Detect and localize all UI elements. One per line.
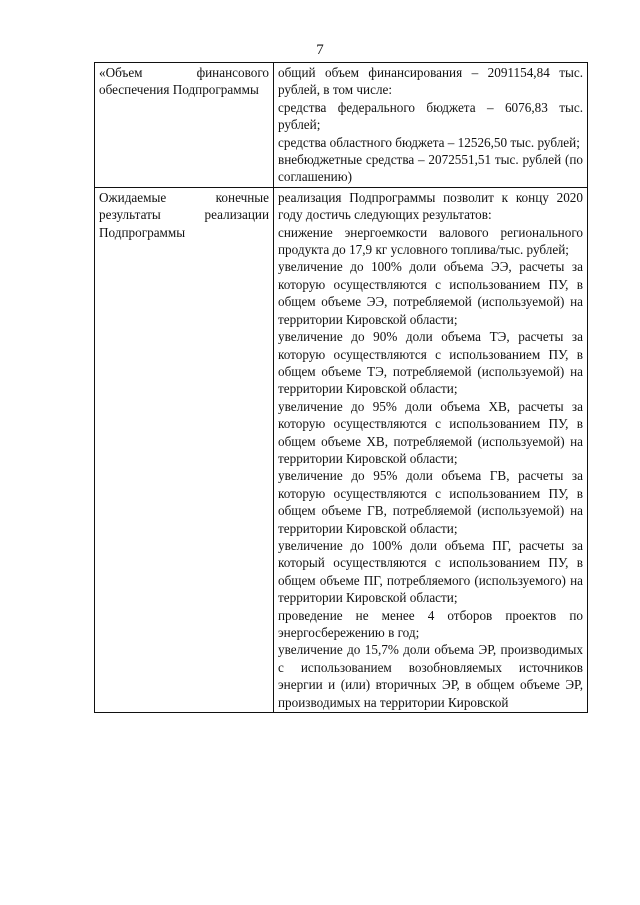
paragraph: увеличение до 15,7% доли объема ЭР, производимых с использованием возобновляемых источников энергии и (или) вторичных ЭР, в общем объеме ЭР, производимых на территории Кировской — [278, 642, 583, 710]
label-expected-results: Ожидаемые конечные результаты реализации Подпрограммы — [99, 189, 269, 240]
paragraph: снижение энергоемкости валового регионального продукта до 17,9 кг условного топлива/тыс. рублей; — [278, 224, 583, 258]
page-number: 7 — [316, 42, 324, 58]
paragraph: увеличение до 100% доли объема ПГ, расчеты за который осуществляются с использованием ПУ, в общем объеме ПГ, потребляемого (используемого) на территории Кировской области; — [278, 537, 583, 606]
paragraph: внебюджетные средства – 2072551,51 тыс. рублей (по соглашению) — [278, 152, 583, 185]
paragraph: общий объем финансирования – 2091154,84 тыс. рублей, в том числе: — [278, 65, 583, 98]
paragraph: увеличение до 100% доли объема ЭЭ, расчеты за которую осуществляются с использованием ПУ, в общем объеме ЭЭ, потребляемой (используемой) на территории Кировской области; — [278, 259, 583, 327]
row-label — [95, 63, 274, 188]
row-content — [274, 187, 588, 712]
paragraph: увеличение до 95% доли объема ХВ, расчеты за которую осуществляются с использованием ПУ, в общем объеме ХВ, потребляемой (используемой) на территории Кировской области; — [278, 398, 583, 466]
table-row-expected-results — [95, 187, 588, 712]
paragraph: увеличение до 95% доли объема ГВ, расчеты за которую осуществляются с использованием ПУ, в общем объеме ГВ, потребляемой (используемой) на территории Кировской области; — [278, 468, 583, 536]
row-label — [95, 187, 274, 712]
paragraph: увеличение до 90% доли объема ТЭ, расчеты за которую осуществляются с использованием ПУ, в общем объеме ТЭ, потребляемой (используемой) на территории Кировской области; — [278, 329, 583, 397]
paragraph: средства федерального бюджета – 6076,83 тыс. рублей; — [278, 99, 583, 133]
subprogram-passport-table — [94, 62, 588, 713]
label-financing: «Объем финансового обеспечения Подпрограммы — [99, 65, 269, 98]
paragraph: проведение не менее 4 отборов проектов по энергосбережению в год; — [278, 607, 583, 640]
paragraph: средства областного бюджета – 12526,50 тыс. рублей; — [278, 134, 580, 150]
row-content — [274, 63, 588, 188]
paragraph: реализация Подпрограммы позволит к концу 2020 году достичь следующих результатов: — [278, 189, 583, 223]
table-row-financing — [95, 63, 588, 188]
